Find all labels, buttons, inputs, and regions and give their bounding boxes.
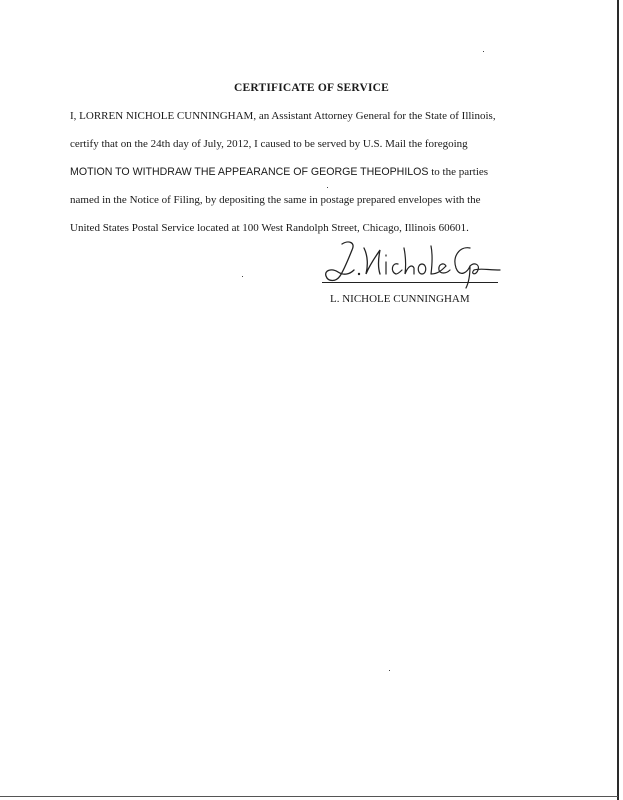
body-line-3-tail: to the parties [431, 166, 489, 178]
scan-speck [242, 276, 243, 277]
body-line-2: certify that on the 24th day of July, 2012, I caused to be served by U.S. Mail the foregoing [70, 138, 468, 150]
body-line-3 [70, 166, 488, 178]
scan-right-edge [617, 0, 619, 800]
signer-name: L. NICHOLE CUNNINGHAM [330, 293, 470, 305]
scan-speck [389, 670, 390, 671]
body-line-1: I, LORREN NICHOLE CUNNINGHAM, an Assistant Attorney General for the State of Illinois, [70, 110, 496, 122]
signature-line [322, 282, 498, 283]
page-title: CERTIFICATE OF SERVICE [233, 82, 390, 94]
scan-speck [327, 187, 328, 188]
motion-title: MOTION TO WITHDRAW THE APPEARANCE OF GEORGE THEOPHILOS [70, 166, 429, 178]
scan-bottom-edge [0, 796, 618, 797]
body-line-4: named in the Notice of Filing, by depositing the same in postage prepared envelopes with the [70, 194, 481, 206]
body-line-5: United States Postal Service located at 100 West Randolph Street, Chicago, Illinois 60601. [70, 222, 469, 234]
scan-speck [483, 51, 484, 52]
